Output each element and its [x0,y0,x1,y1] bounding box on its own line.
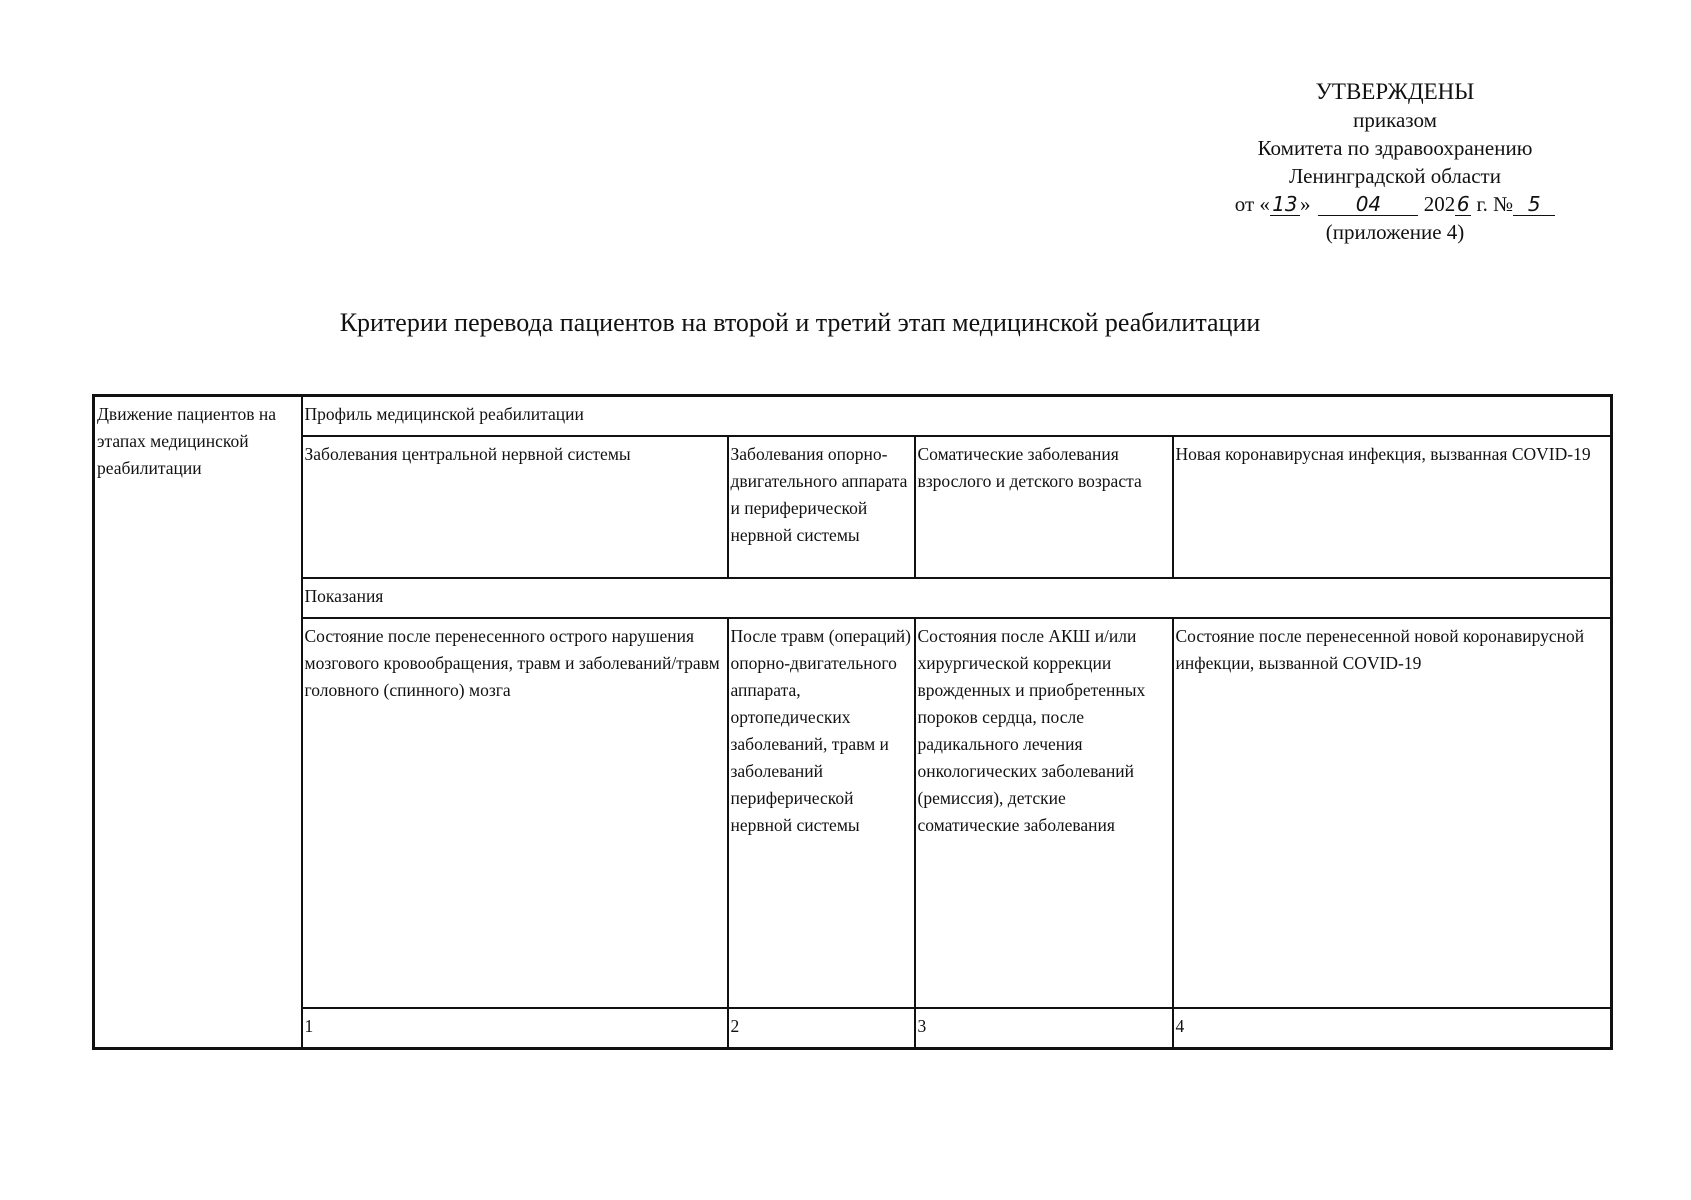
column-number-1: 1 [302,1008,728,1049]
profile-header: Профиль медицинской реабилитации [302,396,1612,437]
column-header-cns: Заболевания центральной нервной системы [302,436,728,578]
column-header-somatic: Соматические заболевания взрослого и детского возраста [915,436,1173,578]
indications-label: Показания [302,578,1612,618]
handwritten-month: 04 [1318,193,1418,216]
document-title: Критерии перевода пациентов на второй и третий этап медицинской реабилитации [339,308,1261,337]
approval-line-region: Ленинградской области [1289,164,1501,188]
condition-covid: Состояние после перенесенной новой коронавирусной инфекции, вызванной COVID-19 [1173,618,1612,1008]
approval-line-order: приказом [1353,108,1437,132]
approval-date-line [1180,190,1610,218]
column-header-musculoskeletal: Заболевания опорно-двигательного аппарата и периферической нервной системы [728,436,915,578]
handwritten-order-number: 5 [1513,193,1555,216]
year-prefix: 202 [1423,192,1456,216]
condition-somatic: Состояния после АКШ и/или хирургической коррекции врожденных и приобретенных пороков сердца, после радикального лечения онкологических заболеваний (ремиссия), детские соматические заболевания [915,618,1173,1008]
number-prefix: г. № [1471,192,1514,216]
handwritten-year-digit: 6 [1456,192,1470,216]
date-prefix: от « [1234,192,1270,216]
column-number-2: 2 [728,1008,915,1049]
column-number-3: 3 [915,1008,1173,1049]
date-mid: » [1299,192,1311,216]
approval-note: (приложение 4) [1325,220,1465,244]
handwritten-day: 13 [1270,193,1300,216]
column-number-4: 4 [1173,1008,1612,1049]
condition-musculoskeletal: После травм (операций) опорно-двигательного аппарата, ортопедических заболеваний, травм и заболеваний периферической нервной системы [728,618,915,1008]
approval-title: УТВЕРЖДЕНЫ [1315,79,1475,104]
approval-block [1180,78,1610,246]
criteria-table [92,394,1613,1050]
condition-cns: Состояние после перенесенного острого нарушения мозгового кровообращения, травм и заболеваний/травм головного (спинного) мозга [302,618,728,1008]
column-header-covid: Новая коронавирусная инфекция, вызванная COVID-19 [1173,436,1612,578]
patient-movement-header: Движение пациентов на этапах медицинской реабилитации [94,396,302,1049]
approval-line-committee: Комитета по здравоохранению [1257,136,1533,160]
